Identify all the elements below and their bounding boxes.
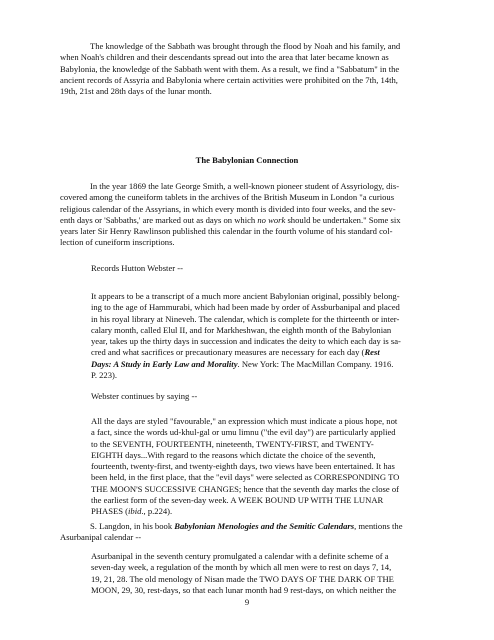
webster-continues-line: Webster continues by saying -- bbox=[91, 391, 198, 401]
george-smith-paragraph: In the year 1869 the late George Smith, a well-known pioneer student of Assyriology, dis- covered among the cuneiform tablets in the archives of the British Museum in London "a curious religious calendar of the Assyrians, in which every month is divided into four weeks, and the sev- enth days or 'Sabbaths,' are marked out as days on which no work should be undertaken." Some six years later Sir Henry Rawlinson published this calendar in the fourth volume of his standard col- lection of cuneiform inscriptions. bbox=[60, 181, 401, 248]
section-heading: The Babylonian Connection bbox=[195, 155, 299, 165]
langdon-paragraph: S. Langdon, in his book Babylonian Menologies and the Semitic Calendars, mentions the Asurbanipal calendar -- bbox=[60, 521, 403, 543]
langdon-quote: Asurbanipal in the seventh century promulgated a calendar with a definite scheme of a seven-day week, a regulation of the month by which all men were to rest on days 7, 14, 19, 21, 28. The old menology of Nisan made the TWO DAYS OF THE DARK OF THE MOON, 29, 30, rest-days, so that each lunar month had 9 rest-days, on which neither the bbox=[91, 551, 397, 595]
webster-quote-1: It appears to be a transcript of a much more ancient Babylonian original, possibly belong- ing to the age of Hammurabi, which had been made by order of Assburbanipal and placed in his royal library at Nineveh. The calendar, which is complete for the thirteenth or inter- calary month, called Elul II, and for Markheshwan, the eighth month of the Babylonian year, takes up the thirty days in succession and indicates the deity to which each day is sa- cred and what sacrifices or precautionary measures are necessary for each day (Rest Days: A Study in Early Law and Morality. New York: The MacMillan Company. 1916. P. 223). bbox=[91, 291, 401, 380]
webster-quote-2: All the days are styled "favourable," an expression which must indicate a pious hope, not a fact, since the words ud-khul-gal or umu limnu ("the evil day") are particularly applied to the SEVENTH, FOURTEENTH, nineteenth, TWENTY-FIRST, and TWENTY- EIGHTH days...With regard to the reasons which dictate the choice of the seventh, fourteenth, twenty-first, and twenty-eighth days, two views have been entertained. It has been held, in the first place, that the "evil days" were selected as CORRESPONDING TO THE MOON'S SUCCESSIVE CHANGES; hence that the seventh day marks the close of the earliest form of the seven-day week. A WEEK BOUND UP WITH THE LUNAR PHASES (ibid., p.224). bbox=[91, 416, 400, 516]
intro-paragraph: The knowledge of the Sabbath was brought through the flood by Noah and his family, and when Noah's children and their descendants spread out into the area that later became known as Babylonia, the knowledge of the Sabbath went with them. As a result, we find a "Sabbatum" in the ancient records of Assyria and Babylonia where certain activities were prohibited on the 7th, 14th, 19th, 21st and 28th days of the lunar month. bbox=[60, 41, 401, 96]
webster-intro-line: Records Hutton Webster -- bbox=[91, 263, 183, 273]
page-number: 9 bbox=[244, 597, 250, 607]
